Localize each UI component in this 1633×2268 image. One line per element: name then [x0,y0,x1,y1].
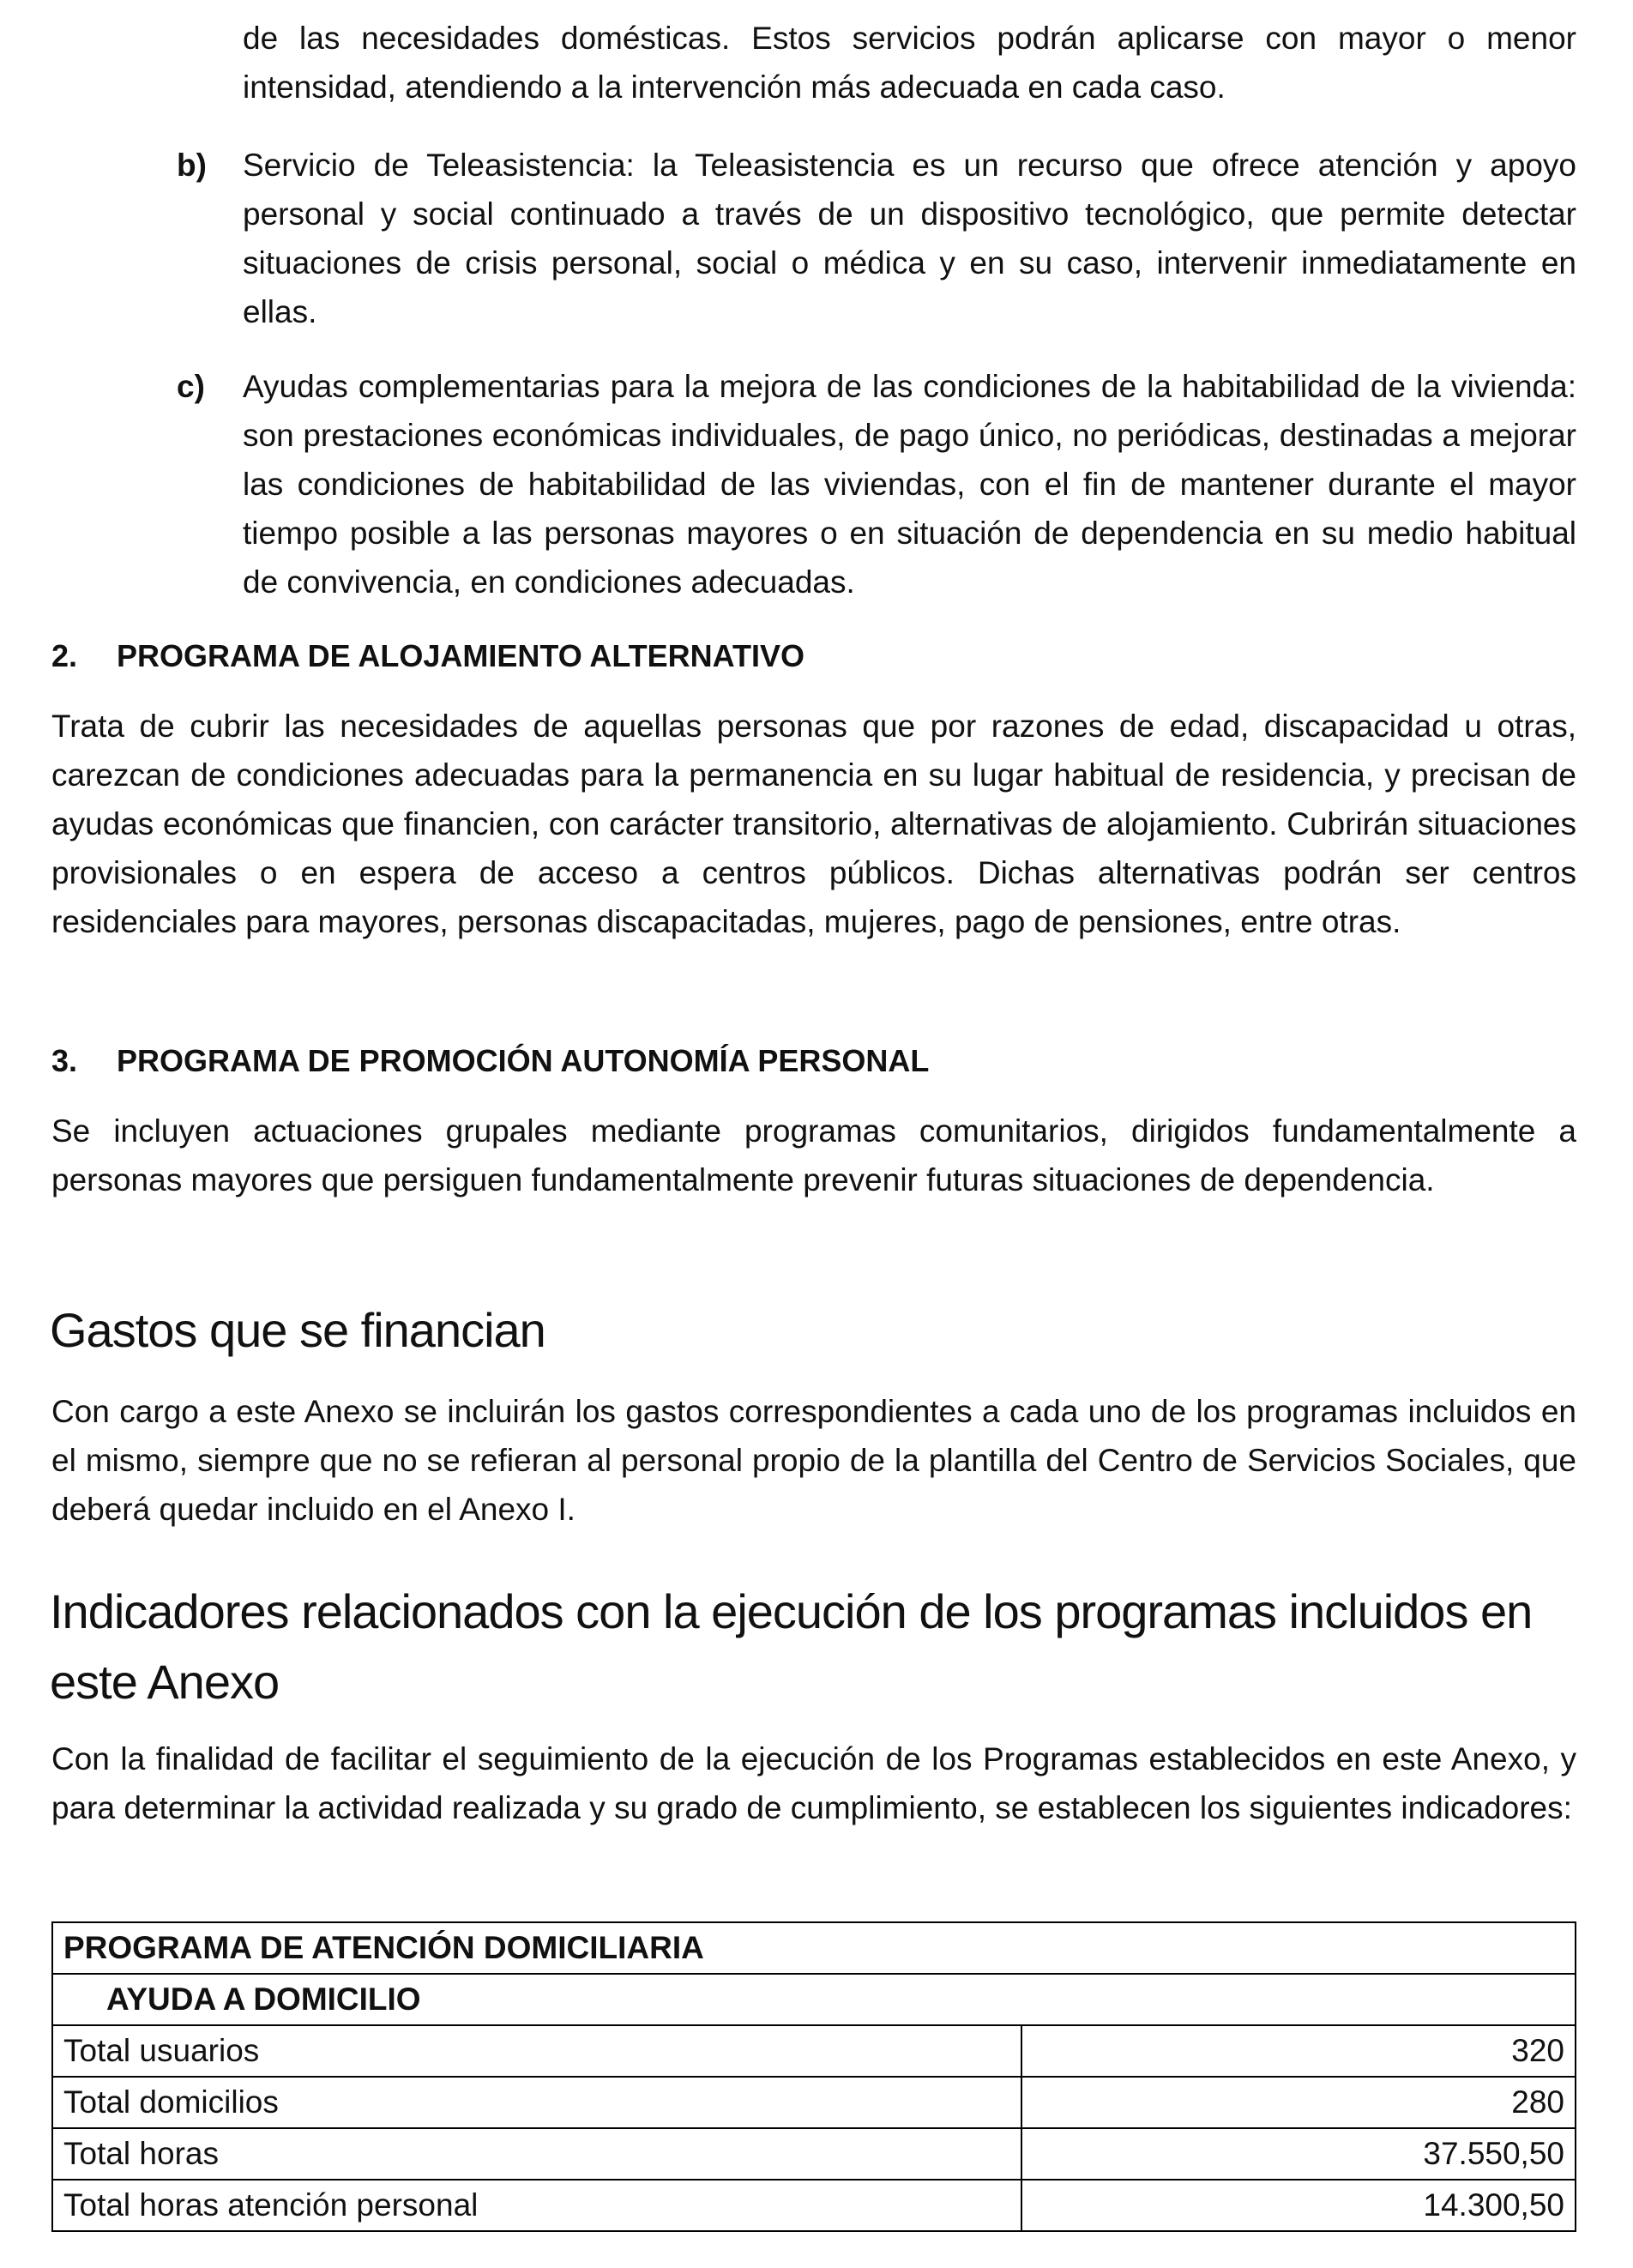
list-item-label: c) [177,369,205,404]
section-3-body: Se incluyen actuaciones grupales mediante programas comunitarios, dirigidos fundamentalmente a personas mayores que persiguen fundamentalmente prevenir futuras situaciones de dependencia. [51,1113,1576,1197]
indicator-label: Total domicilios [52,2077,1021,2128]
section-number: 2. [51,638,78,673]
indicadores-body: Con la finalidad de facilitar el seguimiento de la ejecución de los Programas establecidos en este Anexo, y para determinar la actividad realizada y su grado de cumplimiento, se establecen los siguientes indicadores: [51,1741,1576,1825]
continuation-paragraph: de las necesidades domésticas. Estos servicios podrán aplicarse con mayor o menor intensidad, atendiendo a la intervención más adecuada en cada caso. [243,21,1576,105]
indicadores-heading: Indicadores relacionados con la ejecución de los programas incluidos en este Anexo [50,1584,1533,1709]
section-2-heading [51,635,804,678]
table-row [52,2077,1576,2128]
indicator-value: 320 [1021,2025,1576,2077]
indicators-table [51,1921,1576,2232]
indicator-label: Total horas [52,2128,1021,2180]
section-title: PROGRAMA DE ALOJAMIENTO ALTERNATIVO [117,638,805,673]
indicator-value: 14.300,50 [1021,2180,1576,2231]
indicator-label: Total horas atención personal [52,2180,1021,2231]
section-2-body: Trata de cubrir las necesidades de aquellas personas que por razones de edad, discapacidad u otras, carezcan de condiciones adecuadas para la permanencia en su lugar habitual de residencia, y precisan de ayudas económicas que financien, con carácter transitorio, alternativas de alojamiento. Cubrirán situaciones provisionales o en espera de acceso a centros públicos. Dichas alternativas podrán ser centros residenciales para mayores, personas discapacitadas, mujeres, pago de pensiones, entre otras. [51,709,1576,939]
table-row [52,2128,1576,2180]
list-item-text: Servicio de Teleasistencia: la Teleasistencia es un recurso que ofrece atención y apoyo personal y social continuado a través de un dispositivo tecnológico, que permite detectar situaciones de crisis personal, social o médica y en su caso, intervenir inmediatamente en ellas. [243,148,1576,329]
table-subheader-row [52,1974,1576,2025]
indicator-value: 37.550,50 [1021,2128,1576,2180]
gastos-body: Con cargo a este Anexo se incluirán los gastos correspondientes a cada uno de los programas incluidos en el mismo, siempre que no se refieran al personal propio de la plantilla del Centro de Servicios Sociales, que deberá quedar incluido en el Anexo I. [51,1394,1576,1527]
subtitle-cell: AYUDA A DOMICILIO [52,1974,1576,2025]
section-number: 3. [51,1043,78,1078]
gastos-heading: Gastos que se financian [50,1303,545,1357]
indicator-value: 280 [1021,2077,1576,2128]
section-3-heading [51,1040,929,1083]
table-row [52,2180,1576,2231]
table-header-row [52,1922,1576,1974]
list-item-label: b) [177,148,207,183]
section-title: PROGRAMA DE PROMOCIÓN AUTONOMÍA PERSONAL [117,1043,930,1078]
indicator-label: Total usuarios [52,2025,1021,2077]
table-row [52,2025,1576,2077]
list-item-text: Ayudas complementarias para la mejora de las condiciones de la habitabilidad de la vivienda: son prestaciones económicas individuales, de pago único, no periódicas, destinadas a mejorar las condiciones de habitabilidad de las viviendas, con el fin de mantener durante el mayor tiempo posible a las personas mayores o en situación de dependencia en su medio habitual de convivencia, en condiciones adecuadas. [243,369,1576,600]
program-title-cell: PROGRAMA DE ATENCIÓN DOMICILIARIA [52,1922,1576,1974]
